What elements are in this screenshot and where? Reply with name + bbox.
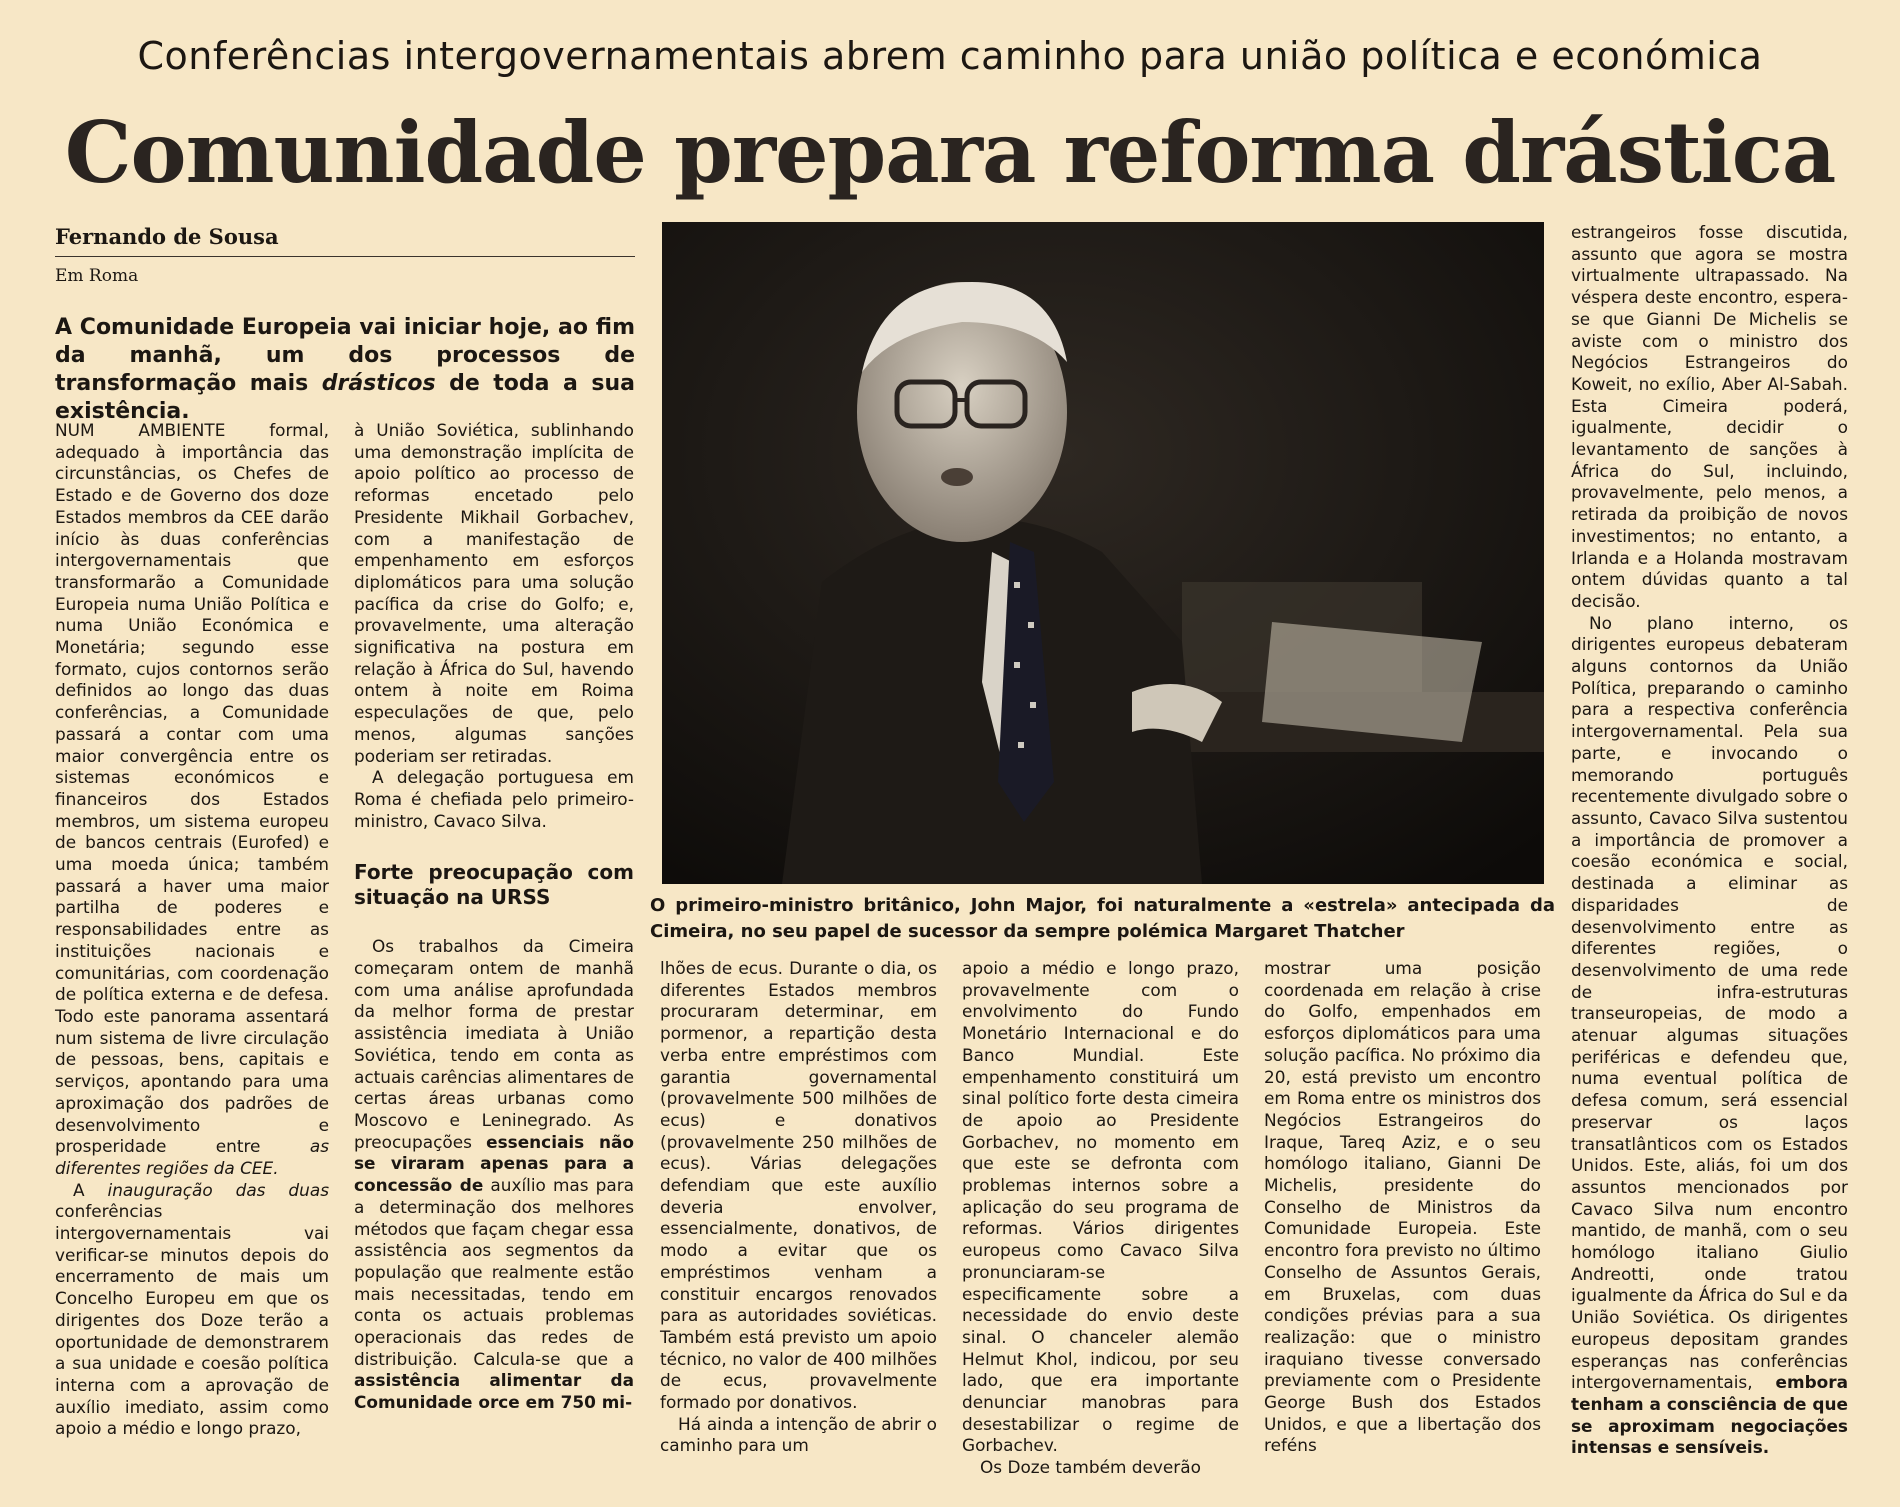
col1-text: NUM AMBIENTE formal, adequado à importância das circunstâncias, os Chefes de Estado e de Governo dos doze Estados membros da CEE darão início às duas conferências intergovernamentais que transformarão a Comunidade Europeia numa União Política e numa União Económica e Monetária; segundo esse formato, cujos contornos serão definidos ao longo das duas conferências, a Comunidade passará a contar com uma maior convergência entre os sistemas económicos e financeiros dos Estados membros, um sistema europeu de bancos centrais (Eurofed) e uma moeda única; também passará a haver uma maior partilha de poderes e responsabilidades entre as instituições nacionais e comunitárias, com coordenação de política externa e de defesa. Todo este panorama assentará num sistema de livre circulação de pessoas, bens, capitais e serviços, apontando para uma aproximação dos padrões de desenvolvimento e prosperidade entre [55,420,329,1157]
col6-text-2: No plano interno, os dirigentes europeus debateram alguns contornos da União Política, preparando o caminho para a respectiva conferência intergovernamental. Pela sua parte, e invocando o memorando português recentemente divulgado sobre o assunto, Cavaco Silva sustentou a importância de promover a coesão económica e social, destinada a eliminar as disparidades de desenvolvimento entre as diferentes regiões, o desenvolvimento de uma rede de infra-estruturas transeuropeias, de modo a atenuar algumas situações periféricas e defendeu que, numa eventual política de defesa comum, será essencial preservar os laços transatlânticos com os Estados Unidos. Este, aliás, foi um dos assuntos mencionados por Cavaco Silva num encontro mantido, de manhã, com o seu homólogo italiano Giulio Andreotti, onde tratou igualmente da África do Sul e da União Soviética. Os dirigentes europeus depositam grandes esperanças nas conferências intergovernamentais, [1571,612,1848,1393]
col6-paragraph-1: estrangeiros fosse discutida, assunto que agora se mostra virtualmente ultrapassado. Na véspera deste encontro, espera-se que Gianni De Michelis se aviste com o ministro dos Negócios Estrangeiros do Koweit, no exílio, Aber Al-Sabah. Esta Cimeira poderá, igualmente, decidir o levantamento de sanções à África do Sul, incluindo, provavelmente, pelo menos, a retirada da proibição de novos investimentos; no entanto, a Irlanda e a Holanda mostravam ontem dúvidas quanto a tal decisão. [1571,222,1848,611]
col4-paragraph-1: apoio a médio e longo prazo, provavelmente com o envolvimento do Fundo Monetário Internacional e do Banco Mundial. Este empenhamento constituirá um sinal político forte desta cimeira de apoio ao Presidente Gorbachev, no momento em que este se defronta com problemas internos sobre a aplicação do seu programa de reformas. Vários dirigentes europeus como Cavaco Silva pronunciaram-se especificamente sobre a necessidade do envio deste sinal. O chanceler alemão Helmut Khol, indicou, por seu lado, que era importante denunciar manobras para desestabilizar o regime de Gorbachev. [962,958,1239,1456]
col2-emphasis-1: essenciais não se viraram apenas para a concessão de [354,1131,634,1196]
col1-emphasis: as diferentes regiões da CEE. [55,1136,330,1178]
col2-text-3b: auxílio mas para a determinação dos melhores métodos que façam chegar essa assistência aos segmentos da população que realmente estão mais necessitadas, tendo em conta os actuais problemas operacionais das redes de distribuição. Calcula-se que a [354,1175,634,1369]
article-column-3 [660,958,937,1457]
article-column-4 [962,958,1239,1479]
photo-john-major [662,222,1544,884]
lead-text-1: A Comunidade Europeia vai iniciar hoje, ao fim da manhã, um dos processos de transformação mais [55,315,635,396]
byline-rule [55,256,635,257]
article-column-2 [354,420,634,1414]
col2-paragraph-1: à União Soviética, sublinhando uma demonstração implícita de apoio político ao processo de reformas encetado pelo Presidente Mikhail Gorbachev, com a manifestação de empenhamento em esforços diplomáticos para uma solução pacífica da crise do Golfo; e, provavelmente, uma alteração significativa na postura em relação à África do Sul, havendo ontem à noite em Roima especulações de que, pelo menos, algumas sanções poderiam ser retiradas. [354,420,634,766]
col5-paragraph-1: mostrar uma posição coordenada em relação à crise do Golfo, empenhados em esforços diplomáticos para uma solução pacífica. No próximo dia 20, está previsto um encontro em Roma entre os ministros dos Negócios Estrangeiros do Iraque, Tareq Aziz, e o seu homólogo italiano, Gianni De Michelis, presidente do Conselho de Ministros da Comunidade Europeia. Este encontro fora previsto no último Conselho de Assuntos Gerais, em Bruxelas, com duas condições prévias para a sua realização: que o ministro iraquiano tivesse conversado previamente com o Presidente George Bush dos Estados Unidos, e que a libertação dos reféns [1264,958,1541,1456]
col1-emphasis-2: inauguração das duas [107,1179,329,1200]
col1-paragraph-2 [55,1180,329,1440]
lead-emphasis: drásticos [321,371,436,396]
article-column-1 [55,420,329,1440]
photo-caption: O primeiro-ministro britânico, John Major, foi naturalmente a «estrela» antecipada da Cimeira, no seu papel de sucessor da sempre polémica Margaret Thatcher [650,895,1555,942]
col6-paragraph-2 [1571,613,1848,1459]
byline: Fernando de Sousa [55,224,279,249]
photo-image [662,222,1544,884]
col4-paragraph-2: Os Doze também deverão [980,1457,1201,1478]
col2-paragraph-3 [354,936,634,1413]
headline: Comunidade prepara reforma drástica [64,103,1836,202]
col2-paragraph-2: A delegação portuguesa em Roma é chefiada pelo primeiro-ministro, Cavaco Silva. [354,767,634,831]
col1-text-2a: A [73,1179,85,1200]
lead-paragraph [55,314,635,426]
col1-text-2b: conferências intergovernamentais vai verificar-se minutos depois do encerramento de mais um Concelho Europeu em que os dirigentes dos Doze terão a oportunidade de demonstrarem a sua unidade e coesão política interna com a aprovação de auxílio imediato, assim como apoio a médio e longo prazo, [55,1201,329,1439]
col2-emphasis-2: assistência alimentar da Comunidade orce em 750 mi- [354,1370,634,1413]
col2-text-3a: Os trabalhos da Cimeira começaram ontem de manhã com uma análise aprofundada da melhor forma de prestar assistência imediata à União Soviética, tendo em conta as actuais carências alimentares de certas áreas urbanas como Moscovo e Leninegrado. As preocupações [354,936,634,1152]
col3-paragraph-1: lhões de ecus. Durante o dia, os diferentes Estados membros procuraram determinar, em pormenor, a repartição desta verba entre empréstimos com garantia governamental (provavelmente 500 milhões de ecus) e donativos (provavelmente 250 milhões de ecus). Várias delegações defendiam que este auxílio deveria envolver, essencialmente, donativos, de modo a evitar que os empréstimos venham a constituir encargos renovados para as autoridades soviéticas. Também está previsto um apoio técnico, no valor de 400 milhões de ecus, provavelmente formado por donativos. [660,958,937,1413]
article-column-5 [1264,958,1541,1457]
col1-paragraph-1 [55,420,329,1180]
col6-emphasis: embora tenham a consciência de que se aproximam negociações intensas e sensíveis. [1571,1372,1848,1458]
section-subhead: Forte preocupação com situação na URSS [354,860,634,910]
dateline: Em Roma [55,266,139,286]
col3-paragraph-2: Há ainda a intenção de abrir o caminho para um [660,1413,937,1456]
kicker: Conferências intergovernamentais abrem caminho para união política e económica [137,34,1763,78]
article-column-6 [1571,222,1848,1459]
lead-text-2: de toda a sua existência. [55,371,635,424]
